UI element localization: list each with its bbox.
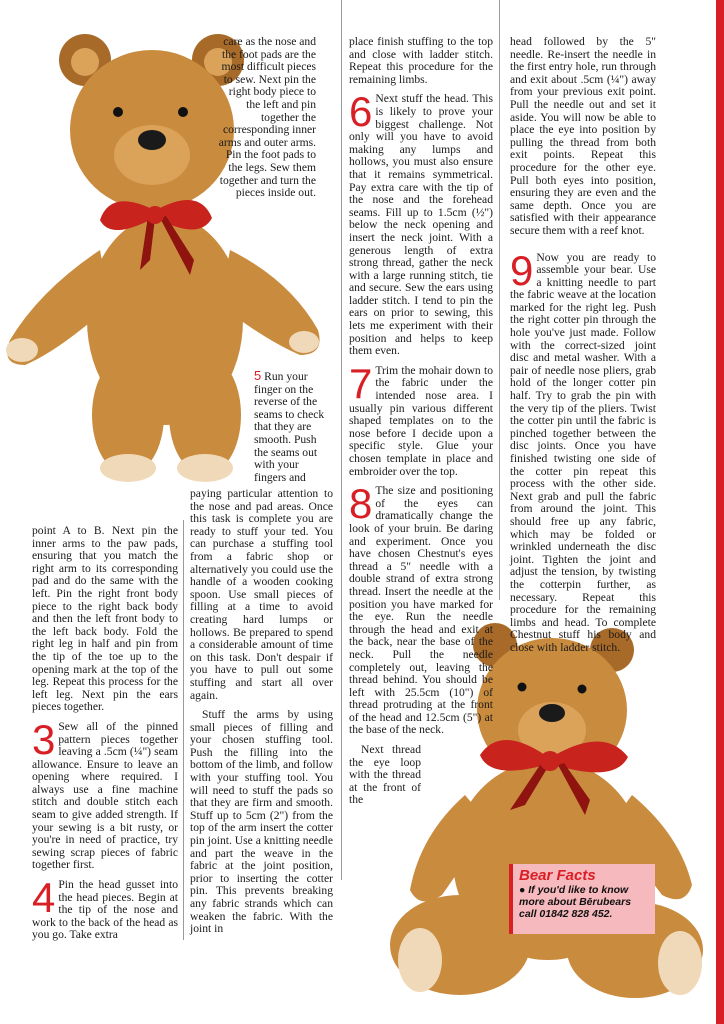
step-7-text: Trim the mohair down to the fabric under the intended nose area. I usually pin various different shaped templates on to the nose before I decide upon a specific style. Glue your chosen template in place and embroider over the top. xyxy=(349,363,493,478)
step-5-wrap xyxy=(254,370,332,484)
bear-facts-body xyxy=(519,884,649,920)
step-4-text: Pin the head gusset into the head pieces. Begin at the tip of the nose and work to the back of the head as you go. Take extra xyxy=(32,878,178,942)
step-6-number: 6 xyxy=(349,88,373,136)
column-divider-2 xyxy=(341,0,342,880)
bear-facts-text: If you'd like to know more about Bērubears call 01842 828 452. xyxy=(519,884,632,920)
col3-paragraph-last: Next thread the eye loop with the thread at the front of the xyxy=(349,743,421,807)
step-8-text: The size and positioning of the eyes can dramatically change the look of your bruin. Be daring and experiment. Once you have chosen Chestnut's eyes thread a 5" needle with a double strand of extra strong thread. Insert the needle at the position you have marked for the eye. Run the needle through the head and exit at the back, near the base of the neck. Pull the needle completely out, leaving the thread behind. You should be left with 25.5cm (10") of thread protruding at the front of the head and 12.5cm (5") at the base of the neck. xyxy=(349,484,493,737)
step-3 xyxy=(32,715,178,872)
bear-facts-box xyxy=(509,864,655,934)
step-5-continued: paying particular attention to the nose and pad areas. Once this task is complete you are ready to stuff your ted. You can purchase a stuffing tool from a fabric shop or alternatively you could use the handle of a wooden cooking spoon. Use small pieces of filling at a time to avoid creating hard lumps or hollows. Be prepared to spend a considerable amount of time on this task. Don't despair if you have to pull out some stuffing and start all over again. xyxy=(190,487,333,702)
step-5-wrap-text: Run your finger on the reverse of the seams to check that they are smooth. Push the seams out with your fingers and xyxy=(254,370,325,484)
step-9 xyxy=(510,246,656,655)
col4-text xyxy=(510,36,656,662)
col4-paragraph-intro: head followed by the 5" needle. Re-insert the needle in the first entry hole, run through and exit about .5cm (¼") away from your previous exit point. Pull the needle out and set it aside. You will now be able to place the eye into position by pulling the thread from both exit points. Repeat this procedure for the other eye. Pull both eyes into position, ensuring they are even and the same depth. Once you are satisfied with their appearance secure them with a reef knot. xyxy=(510,35,656,237)
bear-facts-title: Bear Facts xyxy=(519,867,596,884)
step-8 xyxy=(349,480,493,737)
col1-bottom-text xyxy=(32,525,178,949)
step-3-number: 3 xyxy=(32,715,56,763)
step-9-number: 9 xyxy=(510,246,534,294)
step-5-number: 5 xyxy=(254,368,262,383)
bullet-icon: ● xyxy=(519,884,526,896)
column-divider-1 xyxy=(183,520,184,940)
step-6-text: Next stuff the head. This is likely to prove your biggest challenge. Not only will you have to avoid making any lumps and hollows, you must also ensure that it remains symmetrical. Pay extra care with the tip of the nose and the forehead seams. Fill up to 1.5cm (½") below the neck opening and insert the neck joint. With a generous length of extra strong thread, gather the neck with a large running stitch, tie and secure. Sew the ears using ladder stitch. I tend to pin the ears on prior to sewing, this lets me experiment with their position and helps to keep them even. xyxy=(349,92,493,358)
step-7-number: 7 xyxy=(349,359,373,407)
col3-text xyxy=(349,36,493,814)
step-4 xyxy=(32,874,178,942)
col1-top-text xyxy=(218,36,316,200)
col2-paragraph-2: Stuff the arms by using small pieces of filling and your chosen stuffing tool. Push the filling into the bottom of the limb, and follow with your stuffing tool. You will need to stuff the pads so that they are firm and smooth. Stuff up to 5cm (2") from the top of the arm insert the cotter pin joint. Use a knitting needle and part the weave in the fabric at the joint position, prior to inserting the cotter pin. This prevents breaking any fabric strands which can weaken the fabric. With the joint in xyxy=(190,708,333,936)
step-8-number: 8 xyxy=(349,480,373,528)
col2-text xyxy=(190,488,333,943)
col1-paragraph: point A to B. Next pin the inner arms to the paw pads, ensuring that you match the right arm to its corresponding pad and do the same with the left. Pin the right front body piece to the right back body and then the left front body to the left back body. Fold the right leg in half and pin from the tip of the toe up to the opening mark at the top of the leg. Repeat this process for the left leg. Next pin the ears pieces together. xyxy=(32,524,178,714)
col3-paragraph-intro: place finish stuffing to the top and close with ladder stitch. Repeat this procedure for the remaining limbs. xyxy=(349,35,493,86)
step-9-text: Now you are ready to assemble your bear. Use a knitting needle to part the fabric weave at the location marked for the right leg. Push the right cotter pin through the hole you've just made. Follow with the correct-sized joint disc and metal washer. With a pair of needle nose pliers, grab hold of the longer cotter pin half. Try to grab the pin with the very tip of the pliers. Twist the cotter pin until the fabric is pinched together between the disc joints. Once you have finished twisting one side of the cotter pin repeat this process with the other side. Next grab and pull the fabric from around the joint. This should free up any fabric, which may be folded or wrinkled underneath the disc joint. Tighten the joint and adjust the tension, by twisting the cotterpin further, as necessary. Repeat this procedure for the remaining limbs and head. To complete Chestnut stuff his body and close with ladder stitch. xyxy=(510,250,656,654)
step-6 xyxy=(349,88,493,358)
col1-top-paragraph: care as the nose and the foot pads are the most difficult pieces to sew. Next pin the right body piece to the left and pin together the corresponding inner arms and outer arms. Pin the foot pads to the legs. Sew them together and turn the pieces inside out. xyxy=(218,35,316,200)
step-3-text: Sew all of the pinned pattern pieces together leaving a .5cm (¼") seam allowance. Ensure to leave an opening where required. I always use a fine machine stitch and double stitch each seam to give added strength. If your sewing is a bit rusty, or you're in need of practice, try sewing scrap pieces of fabric together first. xyxy=(32,719,178,872)
step-7 xyxy=(349,359,493,478)
step-4-number: 4 xyxy=(32,874,56,922)
column-divider-3 xyxy=(499,0,500,600)
